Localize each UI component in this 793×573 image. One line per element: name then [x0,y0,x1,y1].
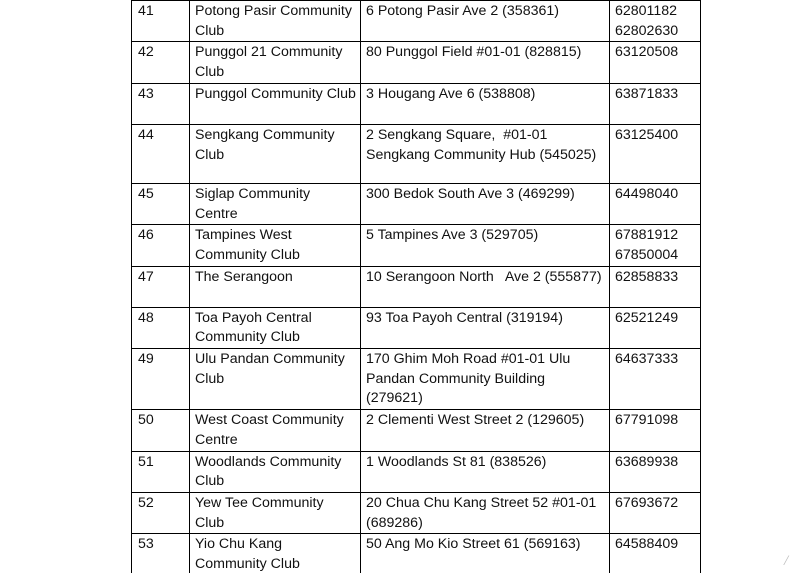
club-name: Ulu Pandan Community Club [190,349,361,410]
table-row [132,410,701,451]
table-row [132,124,701,183]
row-number: 52 [132,492,190,533]
table-row [132,42,701,83]
table-row [132,534,701,573]
club-name: Sengkang Community Club [190,124,361,183]
phone-number: 67850004 [615,246,679,263]
table-row [132,183,701,224]
row-number: 49 [132,349,190,410]
row-number: 45 [132,183,190,224]
club-name: Potong Pasir Community Club [190,1,361,42]
club-phone [610,1,701,42]
table-row [132,1,701,42]
phone-number: 63125400 [615,126,679,143]
phone-number: 63871833 [615,85,679,102]
club-name: Yio Chu Kang Community Club [190,534,361,573]
club-phone [610,492,701,533]
club-phone [610,225,701,266]
club-phone [610,83,701,124]
row-number: 42 [132,42,190,83]
club-address: 6 Potong Pasir Ave 2 (358361) [361,1,610,42]
club-address: 2 Clementi West Street 2 (129605) [361,410,610,451]
club-phone [610,307,701,348]
table-row [132,266,701,307]
club-phone [610,349,701,410]
club-phone [610,266,701,307]
club-address: 3 Hougang Ave 6 (538808) [361,83,610,124]
club-address: 80 Punggol Field #01-01 (828815) [361,42,610,83]
phone-number: 67693672 [615,494,679,511]
club-address: 300 Bedok South Ave 3 (469299) [361,183,610,224]
phone-number: 67881912 [615,227,679,244]
page-edge-mark: / [784,553,789,569]
table-row [132,83,701,124]
phone-number: 62802630 [615,22,679,39]
club-address: 93 Toa Payoh Central (319194) [361,307,610,348]
club-name: Tampines West Community Club [190,225,361,266]
community-club-table [131,0,701,573]
club-phone [610,42,701,83]
club-name: West Coast Community Centre [190,410,361,451]
row-number: 44 [132,124,190,183]
club-name: The Serangoon [190,266,361,307]
club-phone [610,451,701,492]
row-number: 46 [132,225,190,266]
club-address: 170 Ghim Moh Road #01-01 Ulu Pandan Community Building (279621) [361,349,610,410]
row-number: 43 [132,83,190,124]
club-phone [610,183,701,224]
table-body [132,1,701,573]
club-name: Woodlands Community Club [190,451,361,492]
club-address: 20 Chua Chu Kang Street 52 #01-01 (689286) [361,492,610,533]
club-phone [610,124,701,183]
row-number: 48 [132,307,190,348]
row-number: 51 [132,451,190,492]
table-row [132,492,701,533]
phone-number: 64498040 [615,185,679,202]
club-phone [610,410,701,451]
table-row [132,451,701,492]
club-address: 2 Sengkang Square, #01-01 Sengkang Community Hub (545025) [361,124,610,183]
phone-number: 62858833 [615,268,679,285]
club-address: 1 Woodlands St 81 (838526) [361,451,610,492]
phone-number: 64588409 [615,536,679,553]
club-address: 10 Serangoon North Ave 2 (555877) [361,266,610,307]
club-name: Siglap Community Centre [190,183,361,224]
phone-number: 63120508 [615,44,679,61]
phone-number: 67791098 [615,412,679,429]
phone-number: 63689938 [615,453,679,470]
row-number: 50 [132,410,190,451]
phone-number: 64637333 [615,351,679,368]
table-row [132,307,701,348]
club-name: Punggol Community Club [190,83,361,124]
row-number: 47 [132,266,190,307]
phone-number: 62521249 [615,309,679,326]
table-row [132,225,701,266]
club-address: 5 Tampines Ave 3 (529705) [361,225,610,266]
table-row [132,349,701,410]
phone-number: 62801182 [615,3,678,19]
club-name: Yew Tee Community Club [190,492,361,533]
club-name: Punggol 21 Community Club [190,42,361,83]
club-address: 50 Ang Mo Kio Street 61 (569163) [361,534,610,573]
club-phone [610,534,701,573]
club-name: Toa Payoh Central Community Club [190,307,361,348]
row-number: 41 [132,1,190,42]
row-number: 53 [132,534,190,573]
